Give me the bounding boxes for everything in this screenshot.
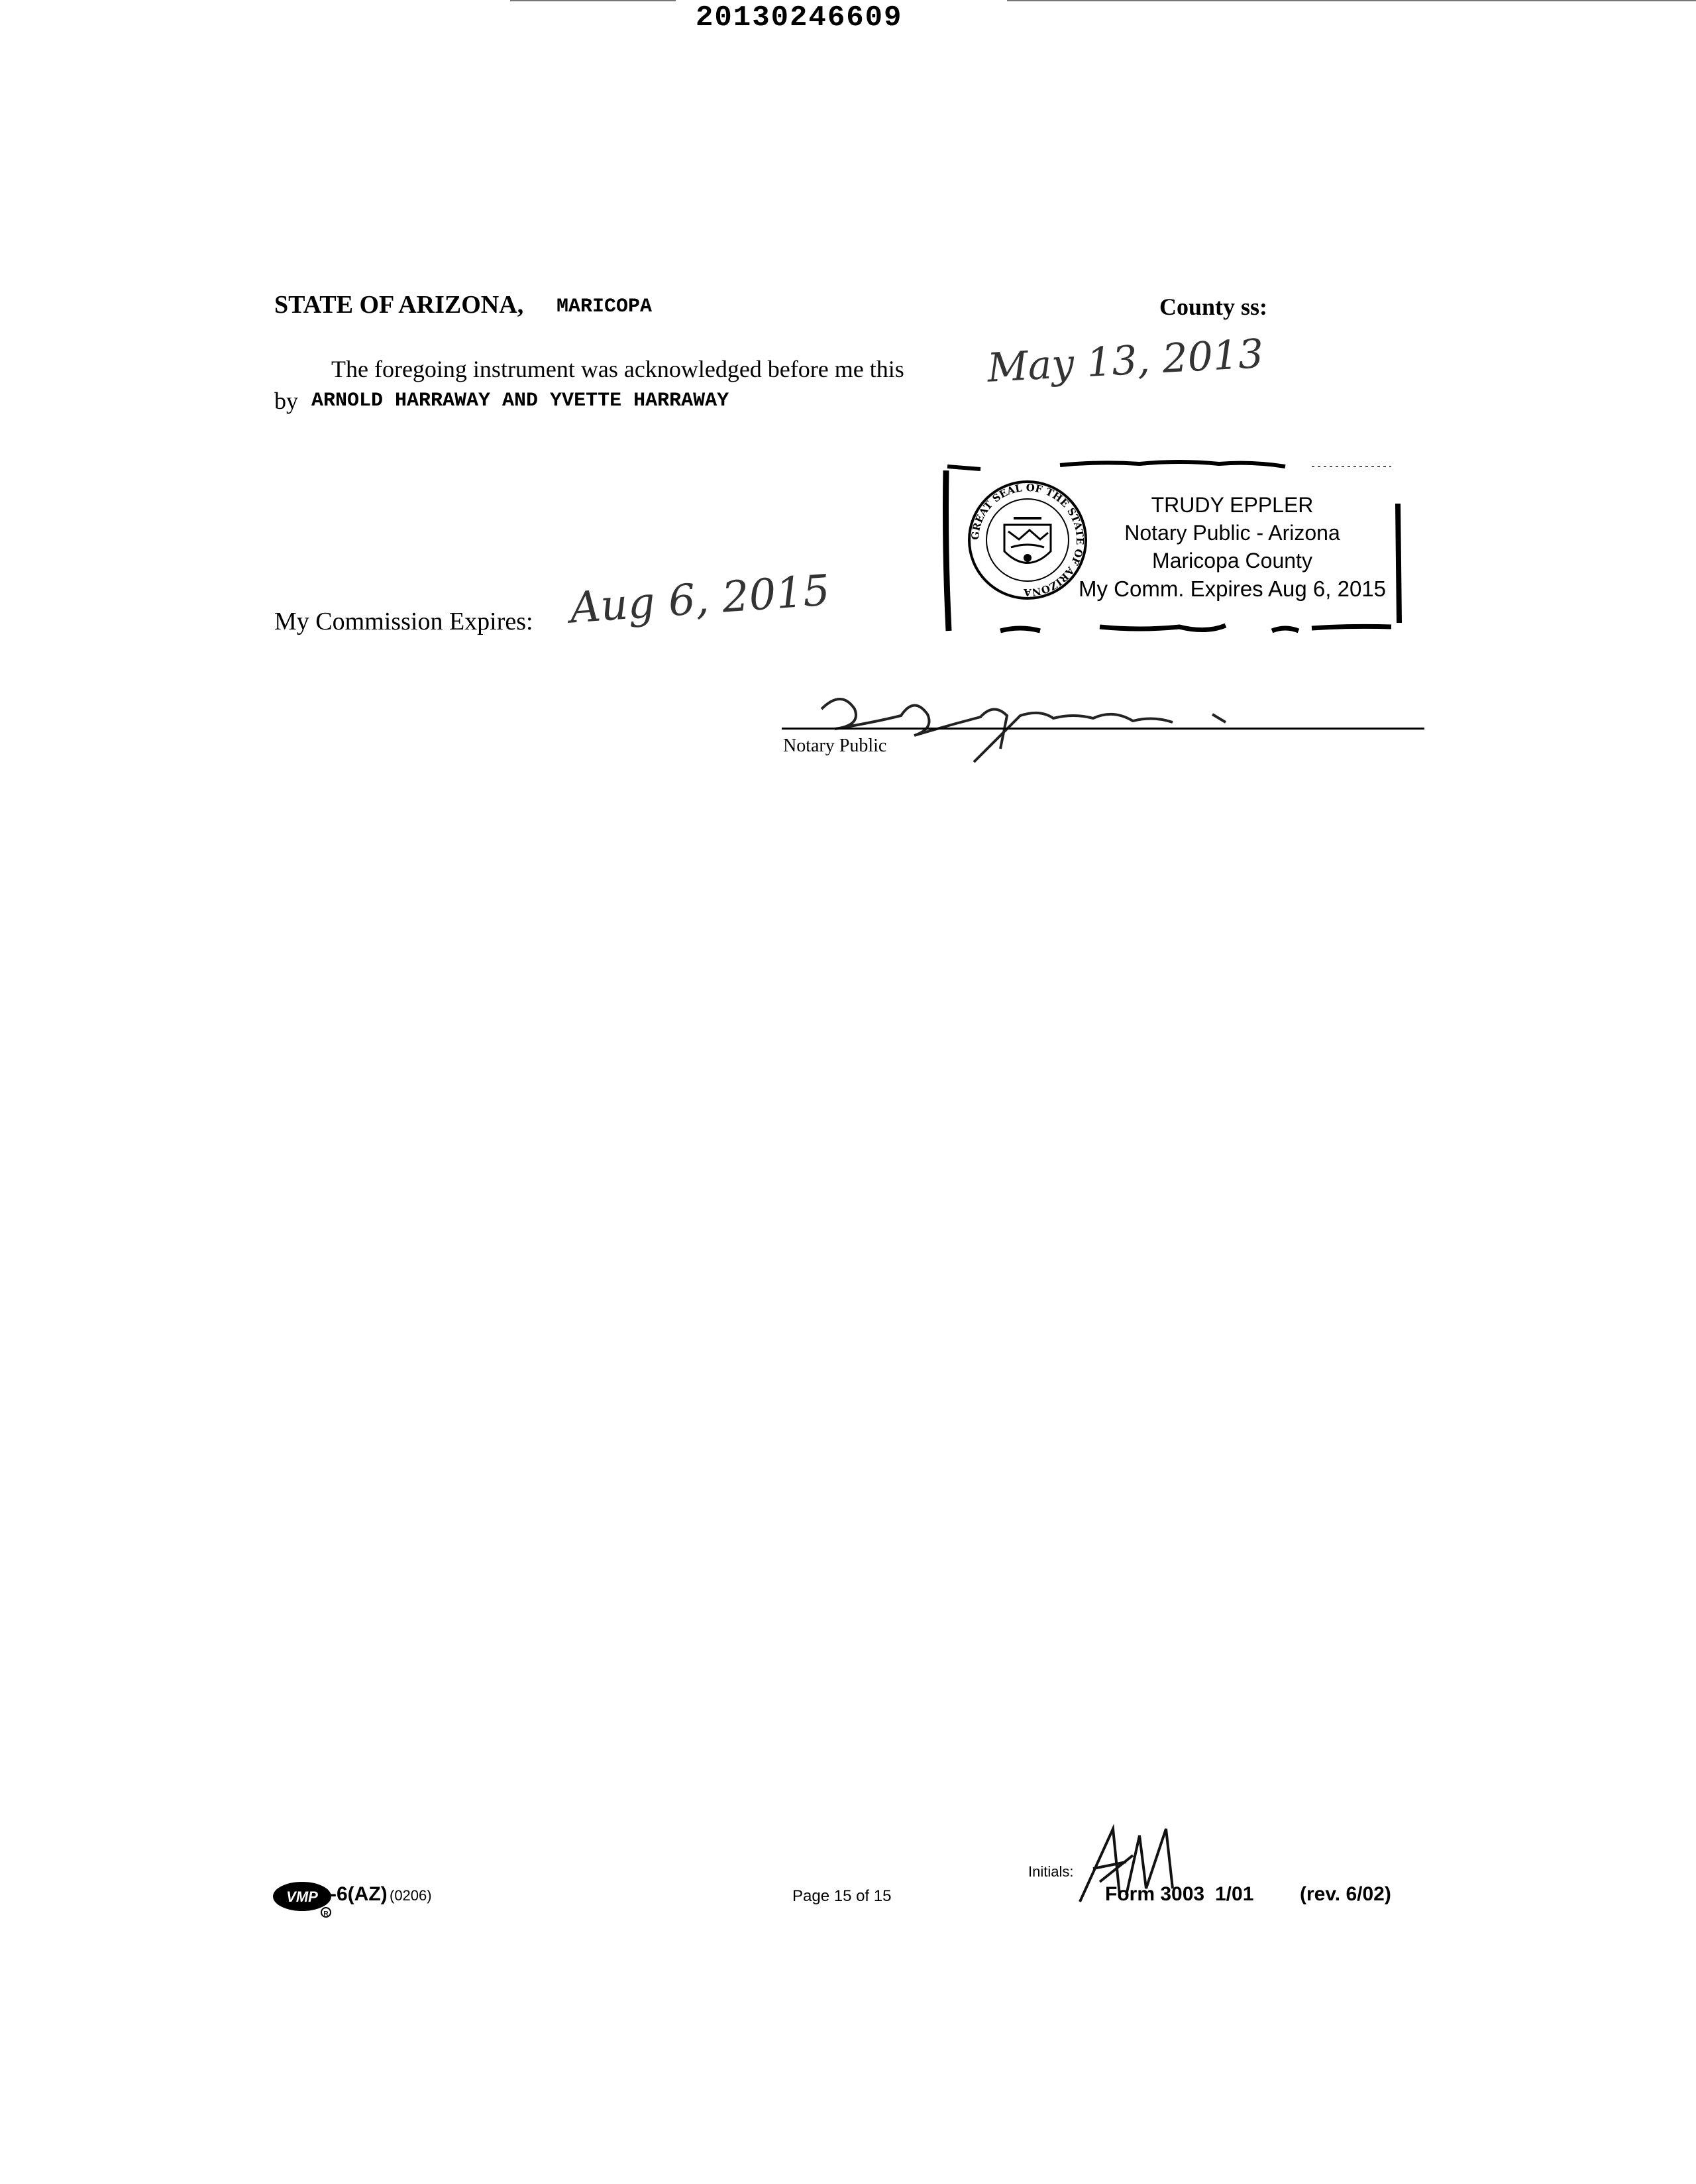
stamp-notary-title: Notary Public - Arizona	[1124, 521, 1340, 545]
page-indicator: Page 15 of 15	[792, 1887, 892, 1905]
county-ss-label: County ss:	[1159, 294, 1268, 320]
svg-text:R: R	[323, 1910, 329, 1918]
commission-expires-label: My Commission Expires:	[274, 608, 533, 635]
form-number: Form 3003	[1105, 1883, 1205, 1905]
form-code: -6(AZ)	[330, 1883, 388, 1905]
county-name: MARICOPA	[556, 296, 653, 318]
acknowledgment-text: The foregoing instrument was acknowledged before me this	[331, 356, 904, 382]
commission-date-handwritten: Aug 6, 2015	[568, 566, 832, 633]
acknowledgment-date-handwritten: May 13, 2013	[986, 331, 1265, 392]
svg-text:GREAT SEAL OF THE STATE OF ARI: GREAT SEAL OF THE STATE OF ARIZONA	[969, 481, 1086, 599]
top-rule-right	[1007, 0, 1696, 1]
form-revision-date: (rev. 6/02)	[1300, 1883, 1391, 1905]
by-label: by	[274, 388, 298, 414]
stamp-notary-name: TRUDY EPPLER	[1151, 493, 1314, 517]
state-label: STATE OF ARIZONA,	[274, 291, 524, 319]
form-revision: 1/01	[1215, 1883, 1254, 1905]
top-rule-left	[510, 0, 676, 1]
stamp-county: Maricopa County	[1152, 549, 1312, 573]
signers-names: ARNOLD HARRAWAY AND YVETTE HARRAWAY	[311, 390, 729, 412]
stamp-expiration: My Comm. Expires Aug 6, 2015	[1078, 576, 1387, 601]
svg-text:VMP: VMP	[286, 1888, 318, 1905]
notary-signature-line	[782, 728, 1424, 730]
notary-public-label: Notary Public	[783, 736, 887, 756]
form-code-date: (0206)	[390, 1887, 432, 1904]
initials-label: Initials:	[1028, 1863, 1074, 1880]
recording-number: 20130246609	[696, 1, 903, 34]
